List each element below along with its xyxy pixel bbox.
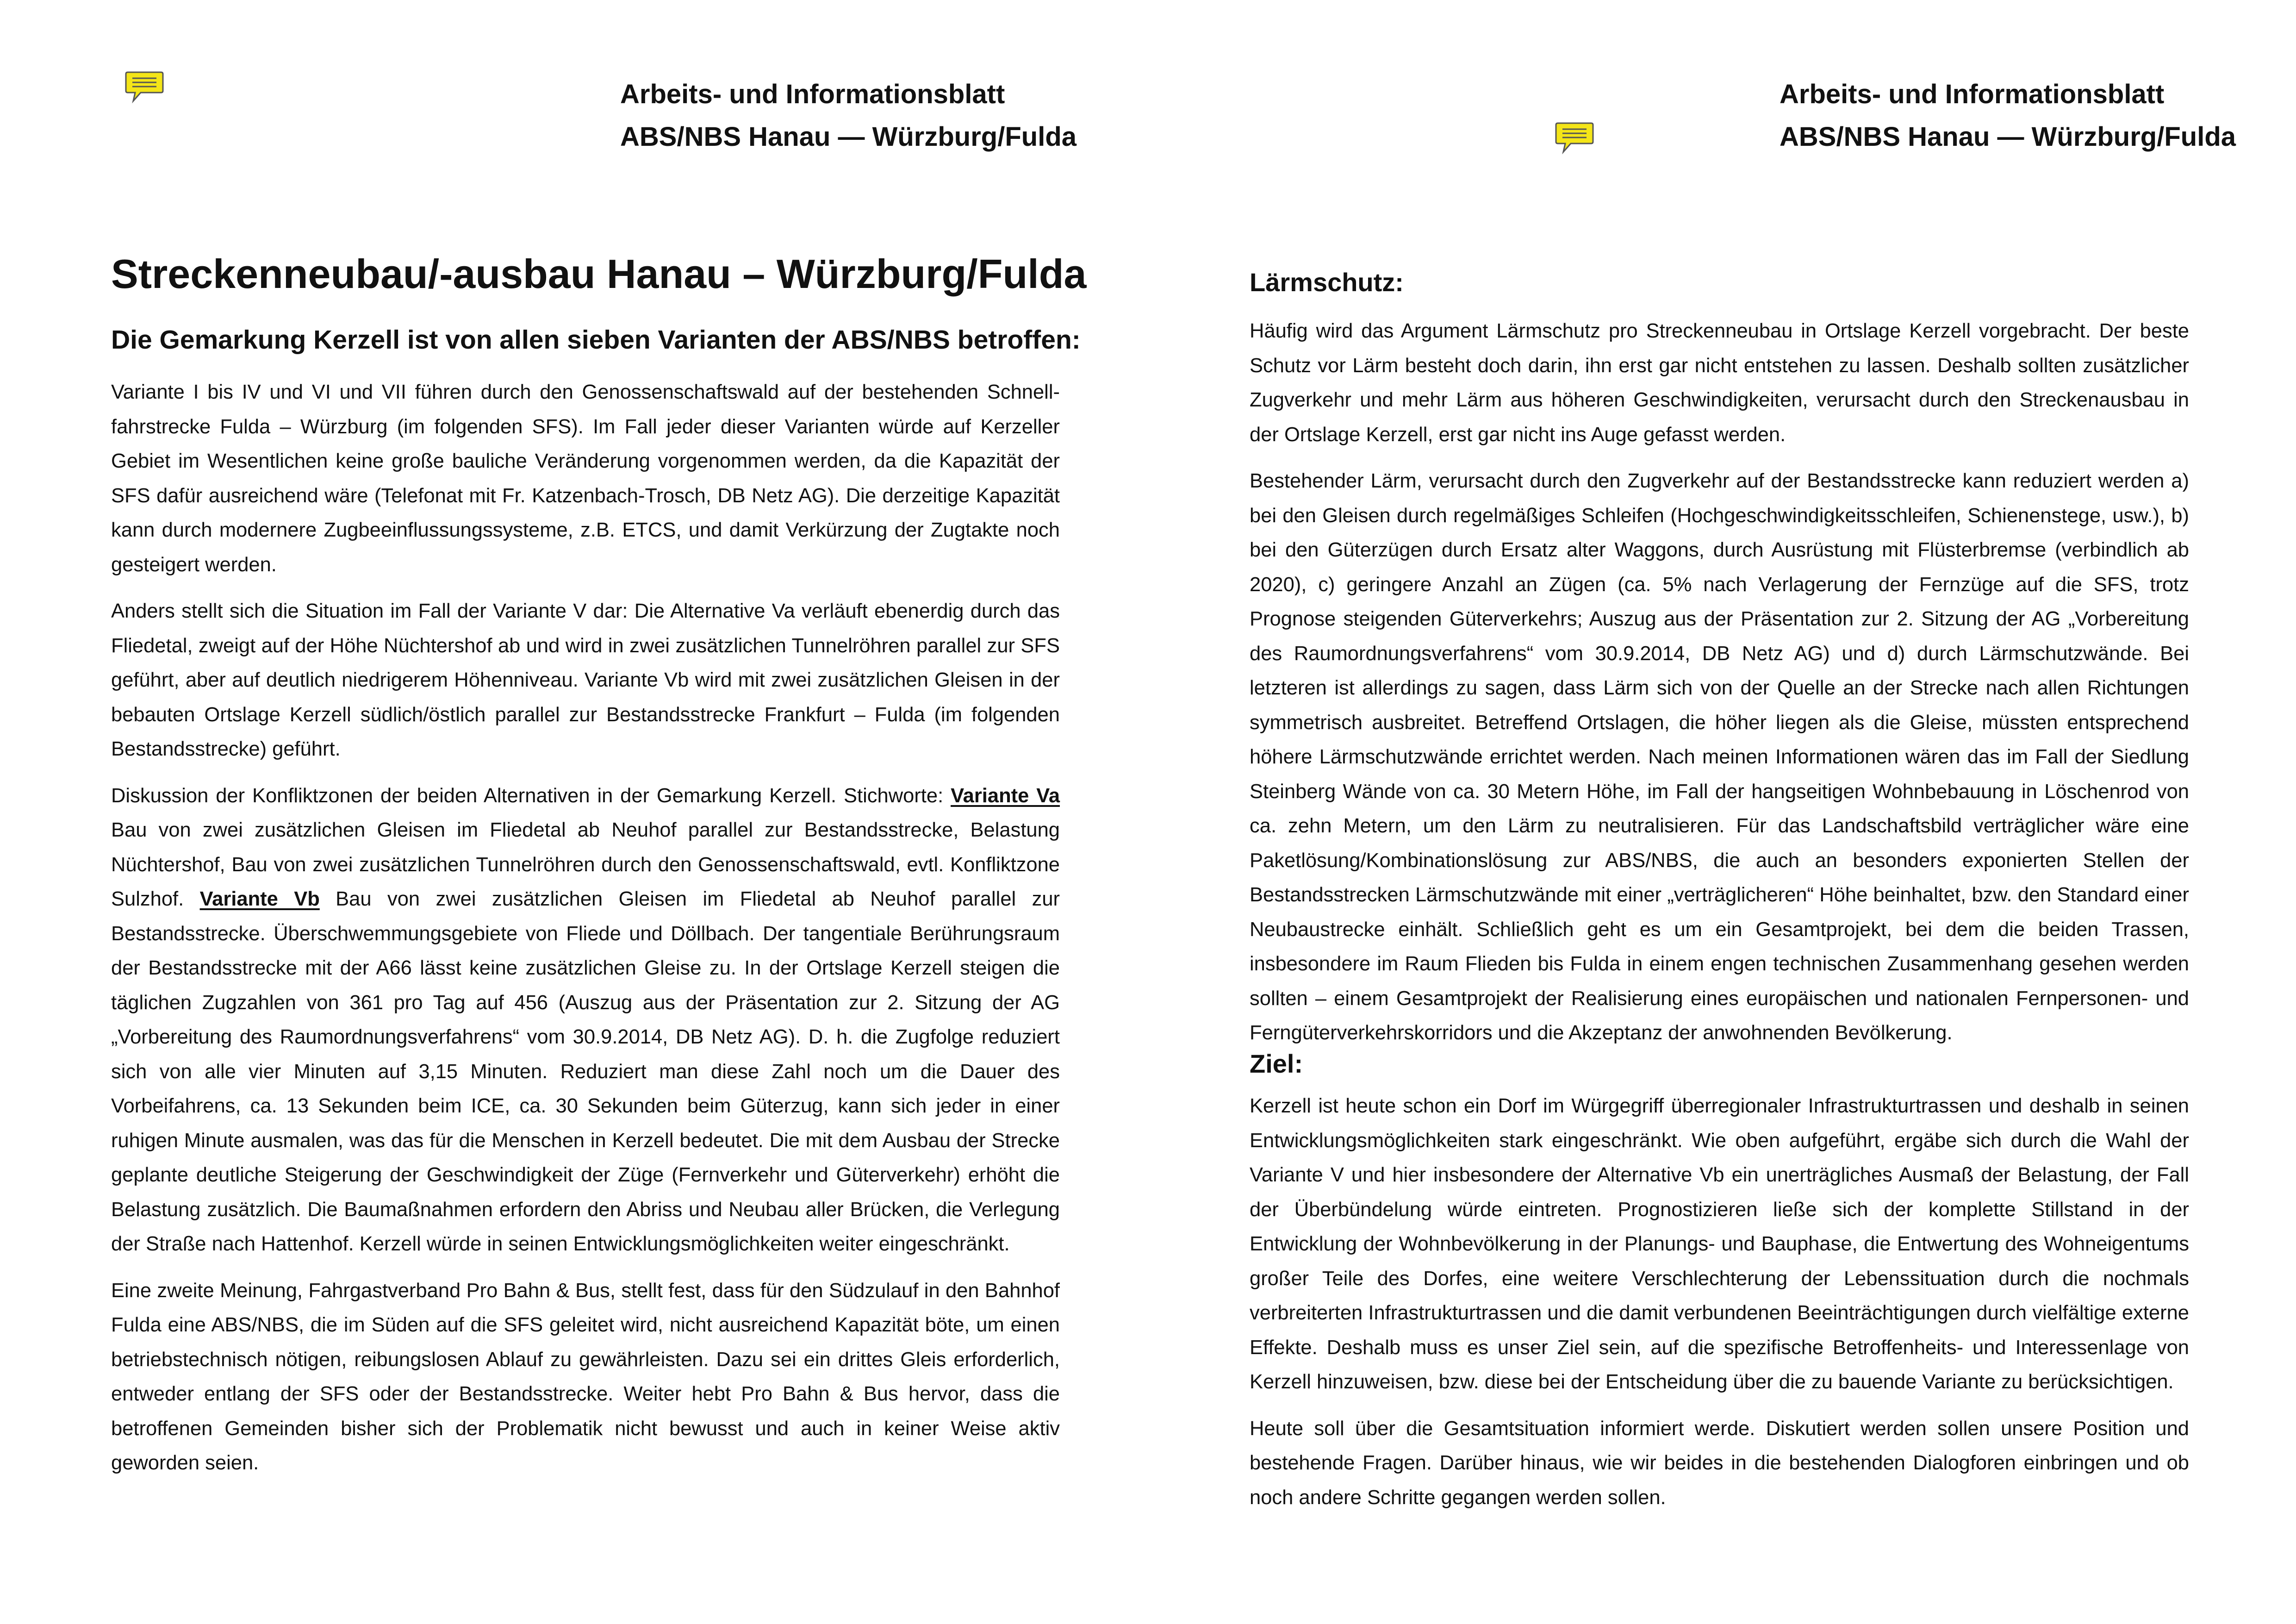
ziel-body: [1250, 1089, 2189, 1515]
paragraph: Kerzell ist heute schon ein Dorf im Würgegriff überregionaler Infrastrukturtrassen und deshalb in seinen Entwicklungsmöglichkeiten stark eingeschränkt. Wie oben aufgeführt, ergäbe sich durch die Wahl der Variante V und hier insbesondere der Alternative Vb ein unerträgliches Ausmaß der Belastung, der Fall der Überbündelung würde eintreten. Prognostizieren ließe sich der komplette Stillstand in der Entwicklung der Wohnbevölkerung in der Planungs- und Bauphase, die Entwertung des Wohneigentums großer Teile des Dorfes, eine weitere Verschlechterung der Lebenssituation durch die nochmals verbreiterten Infrastrukturtrassen und die damit verbundenen Beeinträchtigungen durch vielfältige externe Effekte. Deshalb muss es unser Ziel sein, auf die spezifische Betroffenheits- und Interessenlage von Kerzell hinzuweisen, bzw. diese bei der Entscheidung über die zu bauende Variante zu berücksichtigen.: [1250, 1095, 2189, 1393]
variants-intro: Diskussion der Konfliktzonen der beiden Alternativen in der Gemarkung Kerzell. Stichworte:: [111, 784, 951, 807]
laermschutz-body: [1250, 314, 2189, 1050]
header-line-1: Arbeits- und Informationsblatt: [620, 79, 1005, 109]
variant-va-label: Variante Va: [951, 784, 1060, 807]
page-header: [1780, 73, 2236, 158]
paragraph: Heute soll über die Gesamtsituation informiert werde. Diskutiert werden sollen unsere Position und bestehende Fragen. Darüber hinaus, wie wir beides in die bestehenden Dialogforen einbringen und ob noch andere Schritte gegangen werden sollen.: [1250, 1417, 2189, 1509]
comment-icon[interactable]: [1555, 121, 1594, 155]
paragraph: Eine zweite Meinung, Fahrgastverband Pro Bahn & Bus, stellt fest, dass für den Südzulauf in den Bahnhof Fulda eine ABS/NBS, die im Süden auf die SFS geleitet wird, nicht ausreichend Kapazität böte, um einen betriebstechnisch nötigen, reibungslosen Ablauf zu gewährleisten. Dazu sei ein drittes Gleis erforderlich, entweder entlang der SFS oder der Bestandsstrecke. Weiter hebt Pro Bahn & Bus hervor, dass die betroffenen Gemeinden bisher sich der Problematik nicht bewusst und auch in keiner Weise aktiv geworden seien.: [111, 1279, 1060, 1474]
page-header: [620, 73, 1076, 158]
paragraph-variants: [111, 779, 1060, 1262]
variant-vb-text: Bau von zwei zusätzlichen Gleisen im Fliedetal ab Neuhof parallel zur Bestandsstrecke. Überschwemmungsgebiete von Fliede und Döllbach. Der tangentiale Berührungsraum der Bestandsstrecke mit der A66 lässt keine zusätzlichen Gleise zu. In der Ortslage Kerzell steigen die täglichen Zugzahlen von 361 pro Tag auf 456 (Auszug aus der Präsentation zur 2. Sitzung der AG „Vorbereitung des Raumordnungsverfahrens“ vom 30.9.2014, DB Netz AG). D. h. die Zugfolge reduziert sich von alle vier Minuten auf 3,15 Minuten. Reduziert man diese Zahl noch um die Dauer des Vorbeifahrens, ca. 13 Sekunden beim ICE, ca. 30 Sekunden beim Güterzug, kann sich jeder in einer ruhigen Minute ausmalen, was das für die Menschen in Kerzell bedeutet. Die mit dem Ausbau der Strecke geplante deutliche Steigerung der Geschwindigkeit der Züge (Fernverkehr und Güterverkehr) erhöht die Belastung zusätzlich. Die Baumaßnahmen erfordern den Abriss und Neubau aller Brücken, die Verlegung der Straße nach Hattenhof. Kerzell würde in seinen Entwicklungsmöglichkeiten weiter eingeschränkt.: [111, 888, 1060, 1255]
header-line-2: ABS/NBS Hanau — Würzburg/Fulda: [1780, 122, 2236, 152]
section-title-ziel: Ziel:: [1250, 1049, 1303, 1078]
paragraph: Bestehender Lärm, verursacht durch den Zugverkehr auf der Bestandsstrecke kann reduziert werden a) bei den Gleisen durch regelmäßiges Schleifen (Hochgeschwindigkeitsschleifen, Schienenstege, usw.), b) bei den Güterzügen durch Ersatz alter Waggons, durch Ausrüstung mit Flüsterbremse (verbindlich ab 2020), c) geringere Anzahl an Zügen (ca. 5% nach Verlagerung der Fernzüge auf die SFS, trotz Prognose steigenden Güterverkehrs; Auszug aus der Präsentation zur 2. Sitzung der AG „Vorbereitung des Raumordnungsverfahrens“ vom 30.9.2014, DB Netz AG) und d) durch Lärmschutzwände. Bei letzteren ist allerdings zu sagen, dass Lärm sich von der Quelle an der Strecke nach allen Richtungen symmetrisch ausbreitet. Betreffend Ortslagen, die höher liegen als die Gleise, müssten entsprechend höhere Lärmschutzwände errichtet werden. Nach meinen Informationen wären das im Fall der Siedlung Steinberg Wände von ca. 30 Metern Höhe, im Fall der hangseitigen Wohnbebauung in Löschenrod von ca. zehn Metern, um den Lärm zu neutralisieren. Für das Landschaftsbild verträglicher wäre eine Paketlösung/Kombinationslösung zur ABS/NBS, die auch an besonders exponierten Stellen der Bestandsstrecken Lärmschutzwände mit einer „verträglicheren“ Höhe beinhaltet, bzw. den Standard einer Neubaustrecke einhält. Schließlich geht es um ein Gesamtprojekt, bei dem die beiden Trassen, insbesondere im Raum Flieden bis Fulda in einem engen technischen Zusammenhang gesehen werden sollten – einem Gesamtprojekt der Realisierung eines europäischen und nationalen Fernpersonen- und Ferngüterverkehrskorridors und die Akzeptanz der anwohnenden Bevölkerung.: [1250, 470, 2189, 1044]
comment-icon[interactable]: [125, 70, 164, 104]
paragraph: Häufig wird das Argument Lärmschutz pro Streckenneubau in Ortslage Kerzell vorgebracht. Der beste Schutz vor Lärm besteht doch darin, ihn erst gar nicht entstehen zu lassen. Deshalb sollten zusätzlicher Zugverkehr und mehr Lärm aus höheren Geschwindigkeiten, verursacht durch den Streckenausbau in der Ortslage Kerzell, erst gar nicht ins Auge gefasst werden.: [1250, 320, 2189, 446]
header-line-2: ABS/NBS Hanau — Würzburg/Fulda: [620, 122, 1076, 152]
paragraph: Anders stellt sich die Situation im Fall der Variante V dar: Die Alternative Va verläuft ebenerdig durch das Fliedetal, zweigt auf der Höhe Nüchtershof ab und wird in zwei zusätzlichen Tunnelröhren parallel zur SFS geführt, aber auf deutlich niedrigerem Höhenniveau. Variante Vb wird mit zwei zusätzlichen Gleisen in der bebauten Ortslage Kerzell südlich/östlich parallel zur Bestandsstrecke Frankfurt – Fulda (im folgenden Bestandsstrecke) geführt.: [111, 600, 1060, 760]
header-line-1: Arbeits- und Informationsblatt: [1780, 79, 2165, 109]
variant-vb-label: Variante Vb: [199, 888, 320, 910]
right-page: [1148, 0, 2296, 1624]
comment-icon-graphic: [125, 70, 164, 104]
section-title-laermschutz: Lärmschutz:: [1250, 268, 1404, 297]
paragraph: Variante I bis IV und VI und VII führen durch den Genossenschaftswald auf der bestehenden Schnellfahrstrecke Fulda – Würzburg (im folgenden SFS). Im Fall jeder dieser Varianten würde auf Kerzeller Gebiet im Wesentlichen keine große bauliche Veränderung vorgenommen werden, da die Kapazität der SFS dafür ausreichend wäre (Telefonat mit Fr. Katzenbach-Trosch, DB Netz AG). Die derzeitige Kapazität kann durch modernere Zugbeeinflussungssysteme, z.B. ETCS, und damit Verkürzung der Zugtakte noch gesteigert werden.: [111, 381, 1060, 576]
page-subtitle: Die Gemarkung Kerzell ist von allen sieben Varianten der ABS/NBS betroffen:: [111, 325, 1081, 355]
comment-icon-graphic: [1555, 121, 1594, 155]
page-title: Streckenneubau/-ausbau Hanau – Würzburg/Fulda: [111, 251, 1087, 297]
variant-va-text: Bau von zwei zusätzlichen Gleisen im Fliedetal ab Neuhof parallel zur Bestandsstrecke, Belastung Nüchtershof, Bau von zwei zusätzlichen Tunnelröhren durch den Genossenschaftswald, evtl. Konfliktzone Sulzhof.: [111, 819, 1060, 910]
left-body: [111, 375, 1060, 1480]
